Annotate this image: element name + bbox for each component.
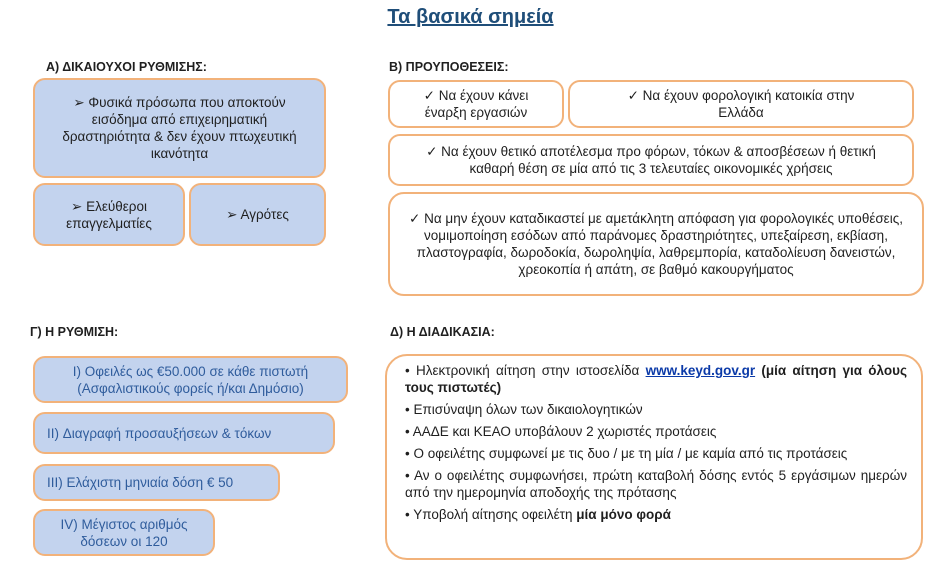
condition-no-conviction-box: ✓ Να μην έχουν καταδικαστεί με αμετάκλητη απόφαση για φορολογικές υποθέσεις, νομιμοποίηση εσόδων από παράνομες δραστηριότητες, υπεξαίρεση, εκβίαση, πλαστογραφία, δωροδοκία, δωροληψία, λαθρεμπορία, καταδολίευση δανειστών, χρεοκοπία ή απάτη, σε βαθμό κακουργήματος — [388, 192, 924, 296]
step-6-emphasis: μία μόνο φορά — [576, 507, 671, 522]
section-d-heading: Δ) Η ΔΙΑΔΙΚΑΣΙΑ: — [390, 325, 495, 339]
procedure-step-4: • Ο οφειλέτης συμφωνεί με τις δυο / με τη μία / με καμία από τις προτάσεις — [405, 446, 848, 461]
section-b-heading: Β) ΠΡΟΥΠΟΘΕΣΕΙΣ: — [389, 60, 509, 74]
arrangement-max-installments-box: IV) Μέγιστος αριθμός δόσεων οι 120 — [33, 509, 215, 556]
page-title: Τα βασικά σημεία — [387, 6, 554, 28]
arrangement-min-installment-box: III) Ελάχιστη μηνιαία δόση € 50 — [33, 464, 280, 501]
condition-positive-result-box: ✓ Να έχουν θετικό αποτέλεσμα προ φόρων, τόκων & αποσβέσεων ή θετική καθαρή θέση σε μία από τις 3 τελευταίες οικονομικές χρήσεις — [388, 134, 914, 186]
step-6-text: • Υποβολή αίτησης οφειλέτη — [405, 507, 577, 522]
procedure-step-3: • ΑΑΔΕ και ΚΕΑΟ υποβάλουν 2 χωριστές προτάσεις — [405, 424, 717, 439]
procedure-box — [385, 354, 923, 560]
beneficiaries-individuals-box: ➢ Φυσικά πρόσωπα που αποκτούν εισόδημα από επιχειρηματική δραστηριότητα & δεν έχουν πτωχευτική ικανότητα — [33, 78, 326, 178]
section-c-heading: Γ) Η ΡΥΘΜΙΣΗ: — [30, 325, 119, 339]
procedure-step-2: • Επισύναψη όλων των δικαιολογητικών — [405, 402, 643, 417]
step-1-text: • Ηλεκτρονική αίτηση στην ιστοσελίδα — [405, 363, 646, 378]
beneficiaries-farmers-box: ➢ Αγρότες — [189, 183, 326, 246]
procedure-step-1 — [405, 362, 907, 396]
condition-tax-residence-box: ✓ Να έχουν φορολογική κατοικία στην Ελλάδα — [568, 80, 914, 128]
step-1-emphasis: (μία αίτηση για όλους τους πιστωτές) — [405, 363, 907, 395]
procedure-step-6 — [405, 506, 907, 523]
beneficiaries-freelancers-box: ➢ Ελεύθεροι επαγγελματίες — [33, 183, 185, 246]
arrangement-debts-box: I) Οφειλές ως €50.000 σε κάθε πιστωτή (Ασφαλιστικούς φορείς ή/και Δημόσιο) — [33, 356, 348, 403]
procedure-step-5: • Αν ο οφειλέτης συμφωνήσει, πρώτη καταβολή δόσης εντός 5 εργάσιμων ημερών από την ημερομηνία αποδοχής της πρότασης — [405, 468, 907, 500]
keyd-website-link[interactable]: www.keyd.gov.gr — [645, 363, 756, 378]
condition-business-start-box: ✓ Να έχουν κάνει έναρξη εργασιών — [388, 80, 564, 128]
section-a-heading: Α) ΔΙΚΑΙΟΥΧΟΙ ΡΥΘΜΙΣΗΣ: — [46, 60, 207, 74]
arrangement-write-off-box: II) Διαγραφή προσαυξήσεων & τόκων — [33, 412, 335, 454]
